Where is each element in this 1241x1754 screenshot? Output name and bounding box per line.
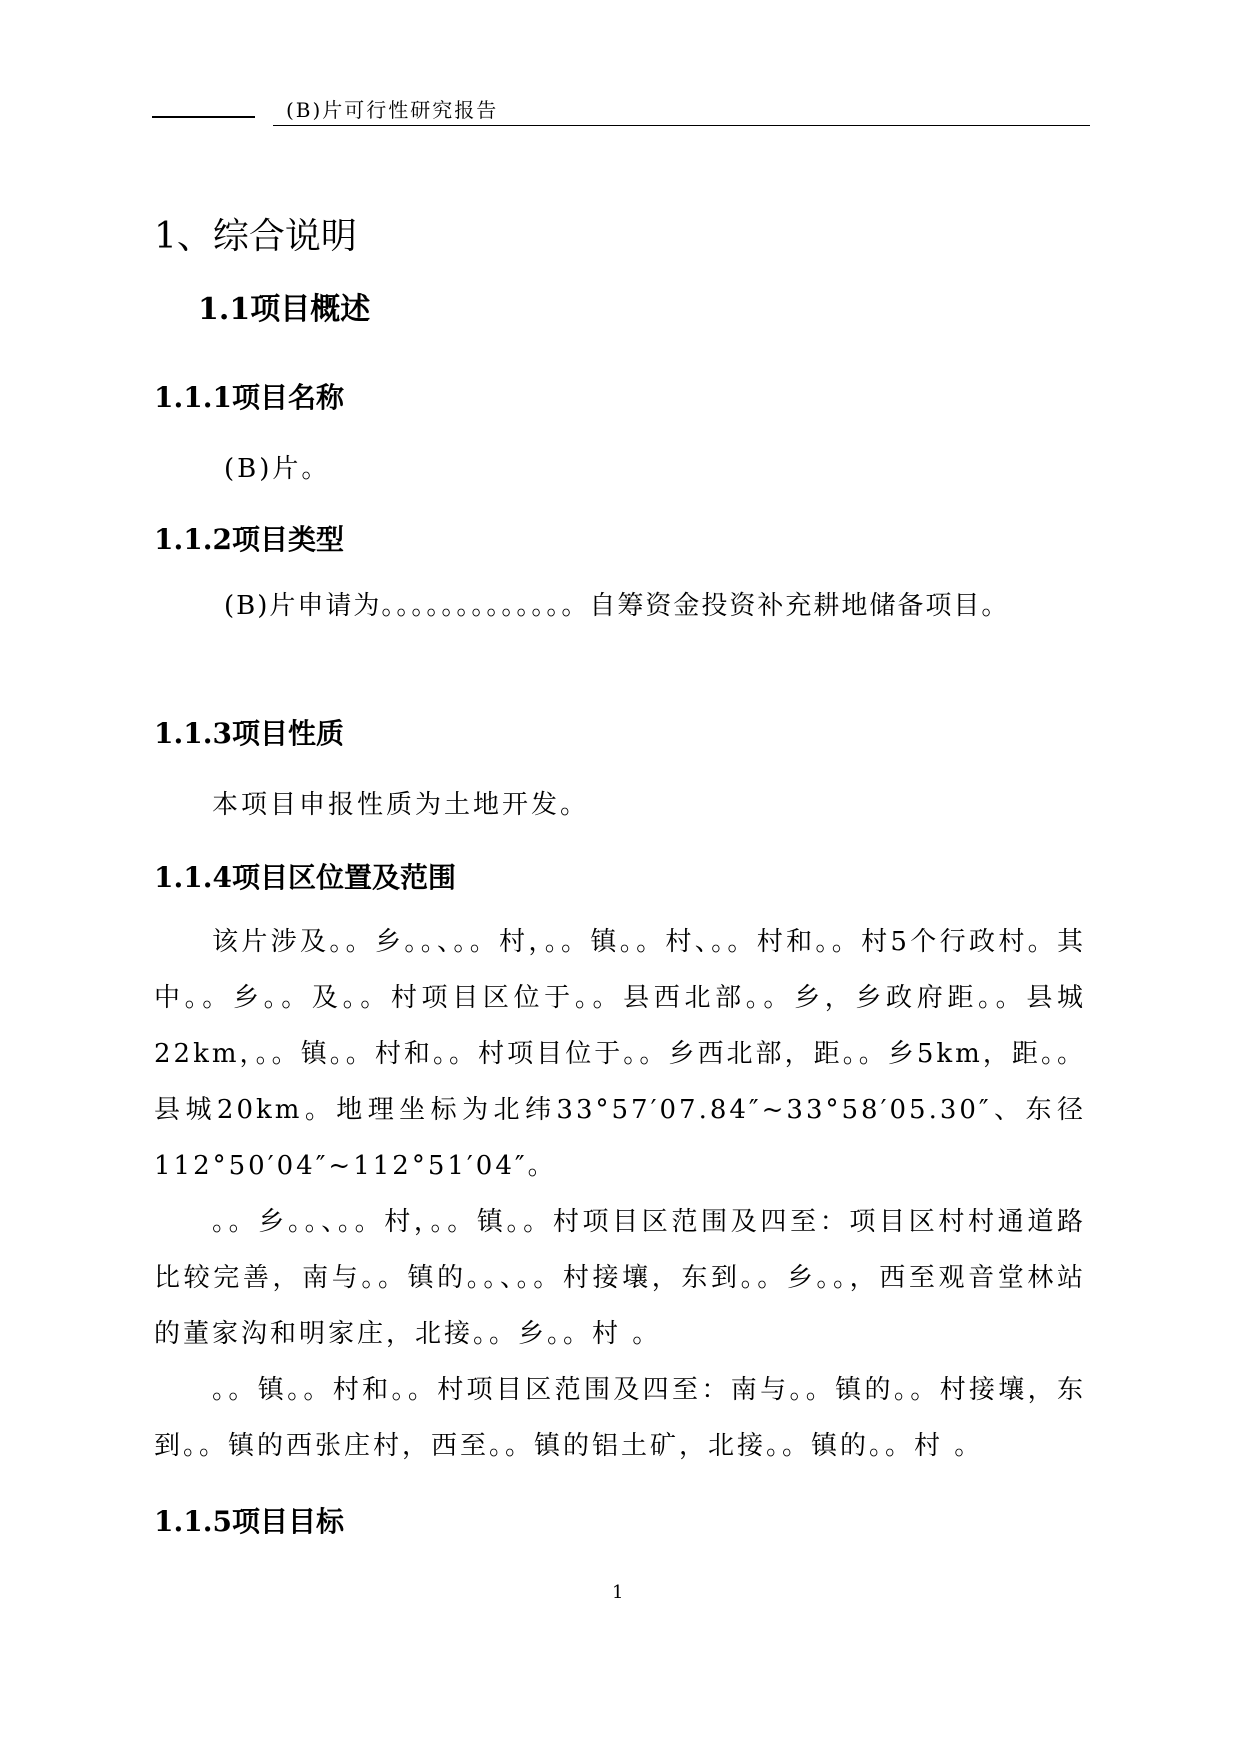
paragraph-location-range-2: 。。镇。。村和。。村项目区范围及四至：南与。。镇的。。村接壤，东到。。镇的西张庄村，西至。。镇的铝土矿，北接。。镇的。。村 。 [154,1375,1086,1461]
subsection-heading-project-type: 1.1.2项目类型 [154,523,344,556]
header-rule-short [152,116,255,118]
paragraph-location-overview: 该片涉及。。乡。。、。。村，。。镇。。村、。。村和。。村5个行政村。其中。。乡。。及。。村项目区位于。。县西北部。。乡，乡政府距。。县城22km，。。镇。。村和。。村项目位于。。乡西北部，距。。乡5km，距。。县城20km。地理坐标为北纬33°57′07.84″~33°58′05.30″、东径112°50′04″~112°51′04″。 [154,927,1086,1181]
paragraph-project-nature: 本项目申报性质为土地开发。 [212,790,590,820]
header-rule-long [273,125,1090,126]
section-heading-overview: 1.1项目概述 [198,292,371,327]
paragraph-location-range-1: 。。乡。。、。。村，。。镇。。村项目区范围及四至：项目区村村通道路比较完善，南与。。镇的。。、。。村接壤，东到。。乡。。，西至观音堂林站的董家沟和明家庄，北接。。乡。。村 。 [154,1207,1086,1349]
header-title: (B)片可行性研究报告 [286,98,499,122]
subsection-heading-project-nature: 1.1.3项目性质 [154,717,344,750]
subsection-heading-project-goal: 1.1.5项目目标 [154,1505,344,1538]
subsection-heading-location: 1.1.4项目区位置及范围 [154,861,456,894]
page-number: 1 [612,1582,624,1603]
chapter-heading: 1、综合说明 [154,216,357,257]
subsection-heading-project-name: 1.1.1项目名称 [154,381,344,414]
paragraph-project-type: (B)片申请为。。。。。。。。。。。。。自筹资金投资补充耕地储备项目。 [224,591,1010,621]
paragraph-project-name: (B)片。 [224,454,331,484]
